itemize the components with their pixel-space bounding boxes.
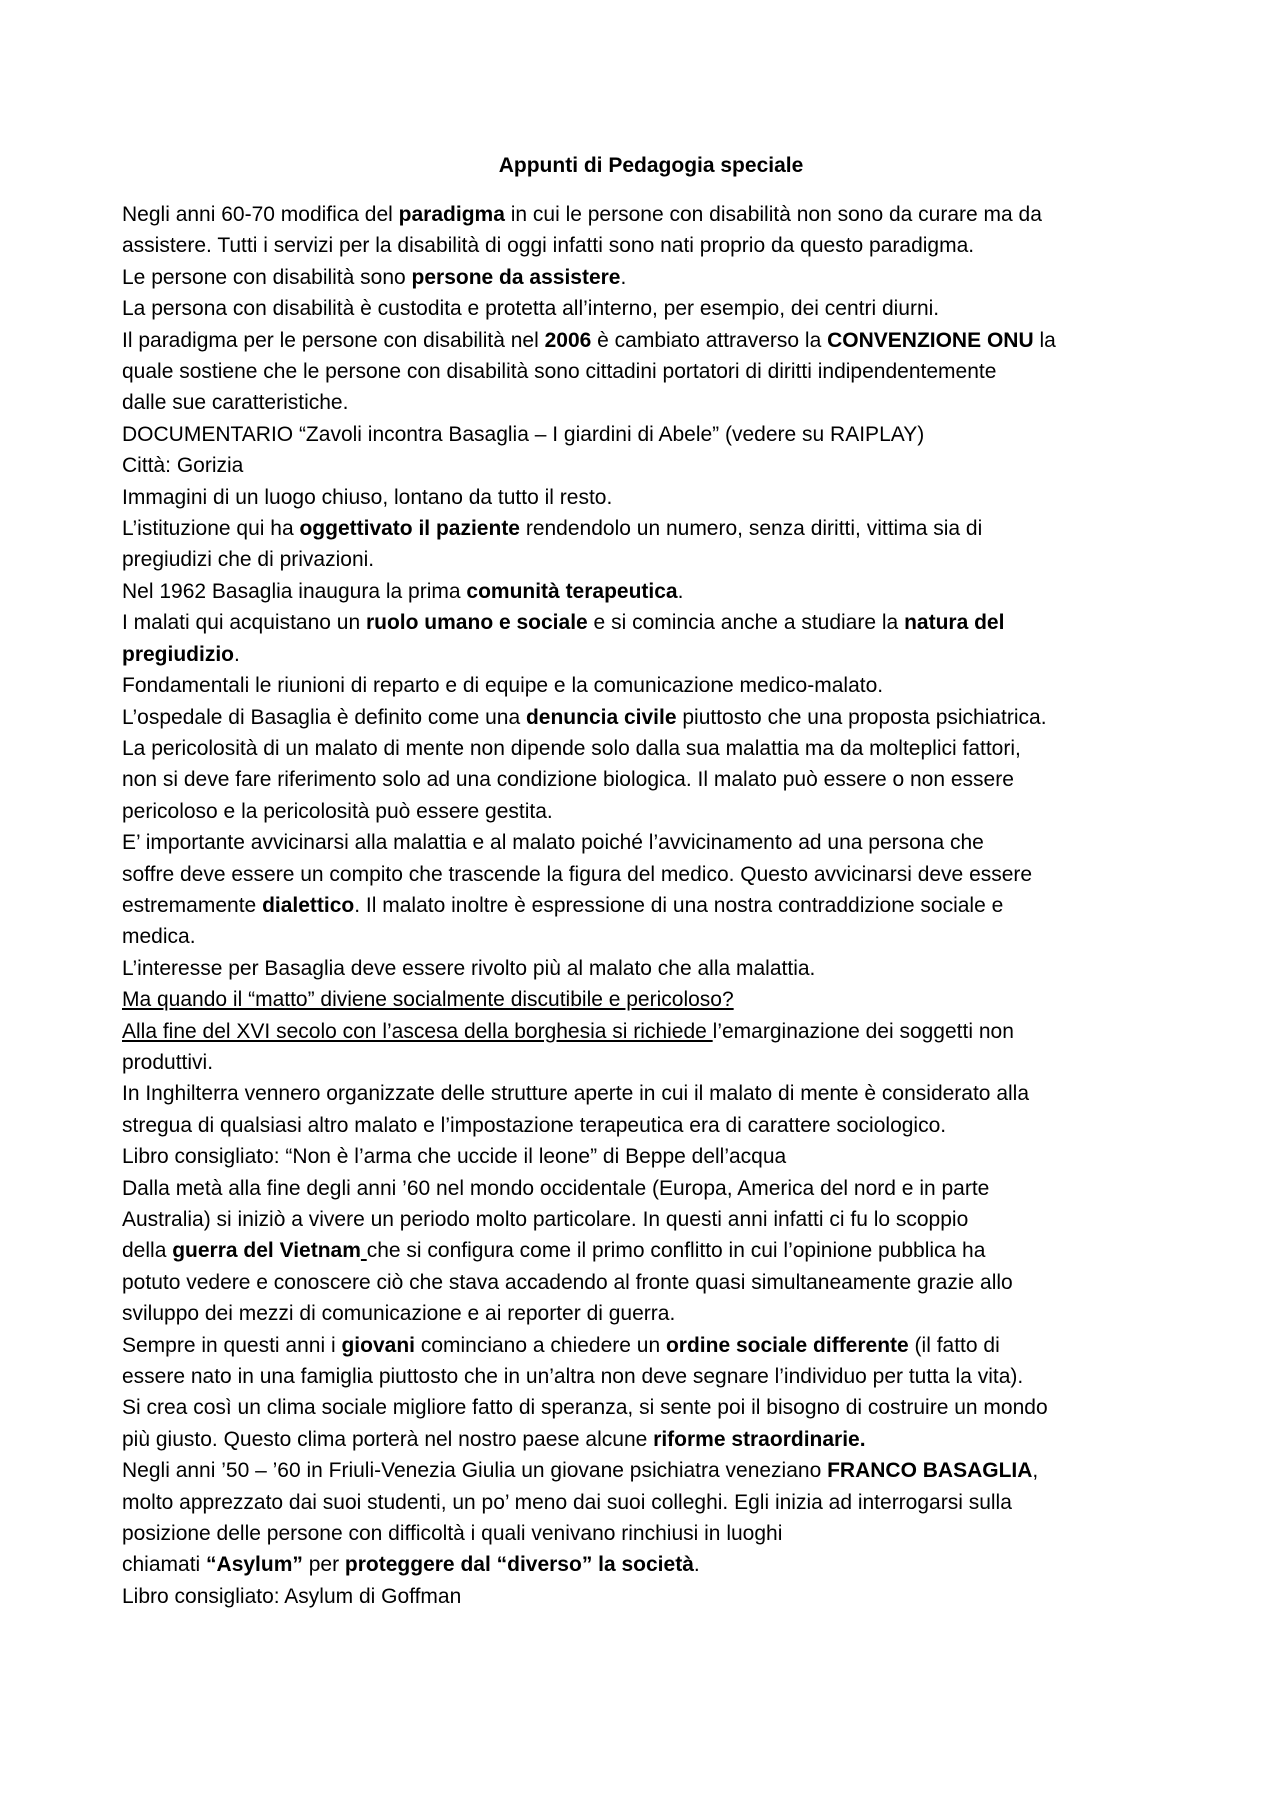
text-segment: La pericolosità di un malato di mente non dipende solo dalla sua malattia ma da molteplici fattori, bbox=[122, 736, 1021, 760]
bold-text: comunità terapeutica bbox=[466, 579, 678, 603]
text-line bbox=[122, 1235, 1180, 1266]
text-segment: pregiudizi che di privazioni. bbox=[122, 548, 375, 572]
text-line bbox=[122, 387, 1180, 418]
text-segment: Fondamentali le riunioni di reparto e di equipe e la comunicazione medico-malato. bbox=[122, 674, 884, 698]
text-segment: per bbox=[302, 1553, 345, 1577]
text-line bbox=[122, 764, 1180, 795]
text-segment: Libro consigliato: Asylum di Goffman bbox=[122, 1584, 462, 1608]
text-segment: L’istituzione qui ha bbox=[122, 517, 300, 541]
text-segment: Negli anni ’50 – ’60 in Friuli-Venezia Giulia un giovane psichiatra veneziano bbox=[122, 1459, 828, 1483]
text-line bbox=[122, 1424, 1180, 1455]
text-segment: l’emarginazione dei soggetti non bbox=[712, 1019, 1014, 1043]
text-segment: Il paradigma per le persone con disabilità nel bbox=[122, 328, 545, 352]
text-segment: . bbox=[677, 579, 684, 603]
text-line bbox=[122, 1518, 1180, 1549]
text-line bbox=[122, 1361, 1180, 1392]
text-segment: e si comincia anche a studiare la bbox=[587, 611, 905, 635]
text-segment: Città: Gorizia bbox=[122, 454, 244, 478]
bold-text: oggettivato il paziente bbox=[299, 517, 520, 541]
text-line bbox=[122, 419, 1180, 450]
text-segment: estremamente bbox=[122, 893, 263, 917]
text-line bbox=[122, 1141, 1180, 1172]
text-segment: . bbox=[234, 642, 240, 666]
text-line bbox=[122, 1487, 1180, 1518]
text-segment: Negli anni 60-70 modifica del bbox=[122, 203, 399, 226]
text-line bbox=[122, 921, 1180, 952]
text-segment: è cambiato attraverso la bbox=[591, 328, 828, 352]
text-line bbox=[122, 859, 1180, 890]
text-line bbox=[122, 325, 1180, 356]
text-segment: stregua di qualsiasi altro malato e l’impostazione terapeutica era di carattere sociologico. bbox=[122, 1113, 947, 1137]
text-segment: Nel 1962 Basaglia inaugura la prima bbox=[122, 579, 467, 603]
text-line bbox=[122, 356, 1180, 387]
text-segment: Immagini di un luogo chiuso, lontano da tutto il resto. bbox=[122, 485, 613, 509]
text-segment: (il fatto di bbox=[908, 1333, 1000, 1357]
text-segment: posizione delle persone con difficoltà i quali venivano rinchiusi in luoghi bbox=[122, 1522, 783, 1546]
text-segment: . bbox=[693, 1553, 700, 1577]
text-segment: dalle sue caratteristiche. bbox=[122, 391, 349, 415]
bold-text: “Asylum” bbox=[206, 1553, 303, 1577]
text-line bbox=[122, 670, 1180, 701]
bold-text: proteggere dal “diverso” la società bbox=[344, 1553, 694, 1577]
text-segment: produttivi. bbox=[122, 1050, 214, 1074]
bold-text: dialettico bbox=[262, 893, 355, 917]
text-segment: più giusto. Questo clima porterà nel nostro paese alcune bbox=[122, 1427, 654, 1451]
bold-text: natura del bbox=[904, 611, 1005, 635]
bold-text: riforme straordinarie. bbox=[653, 1427, 866, 1451]
text-line bbox=[122, 262, 1180, 293]
text-segment: molto apprezzato dai suoi studenti, un po’ meno dai suoi colleghi. Egli inizia ad interrogarsi sulla bbox=[122, 1490, 1012, 1514]
text-segment: L’ospedale di Basaglia è definito come una bbox=[122, 705, 526, 729]
text-segment: , bbox=[1032, 1459, 1039, 1483]
bold-text: CONVENZIONE ONU bbox=[827, 328, 1034, 352]
text-segment: non si deve fare riferimento solo ad una condizione biologica. Il malato può essere o non essere bbox=[122, 768, 1014, 792]
text-line bbox=[122, 1298, 1180, 1329]
text-segment: potuto vedere e conoscere ciò che stava accadendo al fronte quasi simultaneamente grazie allo bbox=[122, 1270, 1013, 1294]
text-segment: Dalla metà alla fine degli anni ’60 nel mondo occidentale (Europa, America del nord e in parte bbox=[122, 1176, 990, 1200]
text-segment: E’ importante avvicinarsi alla malattia e al malato poiché l’avvicinamento ad una persona che bbox=[122, 831, 984, 855]
text-line bbox=[122, 1549, 1180, 1580]
text-segment: in cui le persone con disabilità non sono da curare ma da bbox=[504, 203, 1042, 226]
text-segment: piuttosto che una proposta psichiatrica. bbox=[676, 705, 1047, 729]
text-line bbox=[122, 1173, 1180, 1204]
text-line bbox=[122, 827, 1180, 858]
text-segment: DOCUMENTARIO “Zavoli incontra Basaglia – I giardini di Abele” (vedere su RAIPLAY) bbox=[122, 422, 925, 446]
bold-text: paradigma bbox=[398, 203, 505, 226]
text-line bbox=[122, 607, 1180, 638]
text-line bbox=[122, 482, 1180, 513]
text-line bbox=[122, 796, 1180, 827]
bold-text: ruolo umano e sociale bbox=[365, 611, 588, 635]
bold-text: giovani bbox=[341, 1333, 415, 1357]
text-line bbox=[122, 576, 1180, 607]
text-segment: L’interesse per Basaglia deve essere rivolto più al malato che alla malattia. bbox=[122, 956, 816, 980]
text-segment: che si configura come il primo conflitto in cui l’opinione pubblica ha bbox=[366, 1239, 986, 1263]
bold-text: 2006 bbox=[544, 328, 592, 352]
text-line bbox=[122, 890, 1180, 921]
text-segment: assistere. Tutti i servizi per la disabilità di oggi infatti sono nati proprio da questo paradigma. bbox=[122, 234, 975, 258]
text-segment: Australia) si iniziò a vivere un periodo molto particolare. In questi anni infatti ci fu lo scoppio bbox=[122, 1208, 969, 1231]
text-segment: medica. bbox=[122, 925, 196, 949]
text-segment: pericoloso e la pericolosità può essere gestita. bbox=[122, 799, 553, 823]
text-segment: Sempre in questi anni i bbox=[122, 1333, 342, 1357]
text-line bbox=[122, 639, 1180, 670]
text-line bbox=[122, 450, 1180, 481]
bold-text: pregiudizio bbox=[122, 642, 234, 666]
text-segment: La persona con disabilità è custodita e protetta all’interno, per esempio, dei centri diurni. bbox=[122, 297, 940, 321]
text-line bbox=[122, 1392, 1180, 1423]
text-segment: essere nato in una famiglia piuttosto che in un’altra non deve segnare l’individuo per tutta la vita). bbox=[122, 1365, 1024, 1389]
text-line bbox=[122, 733, 1180, 764]
text-segment: la bbox=[1033, 328, 1056, 352]
bold-text: denuncia civile bbox=[525, 705, 677, 729]
text-line bbox=[122, 1016, 1180, 1047]
text-line bbox=[122, 1267, 1180, 1298]
text-segment: della bbox=[122, 1239, 173, 1263]
text-segment: I malati qui acquistano un bbox=[122, 611, 366, 635]
text-line bbox=[122, 544, 1180, 575]
bold-text: guerra del Vietnam bbox=[172, 1239, 361, 1263]
text-line bbox=[122, 1330, 1180, 1361]
text-line bbox=[122, 1455, 1180, 1486]
text-segment: chiamati bbox=[122, 1553, 207, 1577]
text-segment: sviluppo dei mezzi di comunicazione e ai reporter di guerra. bbox=[122, 1302, 676, 1326]
text-segment: rendendolo un numero, senza diritti, vittima sia di bbox=[520, 517, 983, 541]
underlined-text: Alla fine del XVI secolo con l’ascesa della borghesia si richiede bbox=[122, 1019, 713, 1043]
underlined-text: Ma quando il “matto” diviene socialmente discutibile e pericoloso? bbox=[122, 988, 734, 1012]
bold-text: persone da assistere bbox=[411, 265, 621, 289]
bold-text: ordine sociale differente bbox=[665, 1333, 909, 1357]
text-line bbox=[122, 984, 1180, 1015]
text-segment: . bbox=[620, 265, 627, 289]
text-line bbox=[122, 513, 1180, 544]
text-segment: Libro consigliato: “Non è l’arma che uccide il leone” di Beppe dell’acqua bbox=[122, 1145, 787, 1169]
text-line bbox=[122, 199, 1180, 230]
text-line bbox=[122, 1110, 1180, 1141]
text-line bbox=[122, 1581, 1180, 1612]
text-segment: soffre deve essere un compito che trascende la figura del medico. Questo avvicinarsi deve essere bbox=[122, 862, 1033, 886]
text-segment: Si crea così un clima sociale migliore fatto di speranza, si sente poi il bisogno di costruire un mondo bbox=[122, 1396, 1048, 1420]
text-segment: quale sostiene che le persone con disabilità sono cittadini portatori di diritti indipendentemente bbox=[122, 360, 997, 384]
text-segment: cominciano a chiedere un bbox=[414, 1333, 666, 1357]
text-line bbox=[122, 953, 1180, 984]
text-segment: In Inghilterra vennero organizzate delle strutture aperte in cui il malato di mente è considerato alla bbox=[122, 1082, 1030, 1106]
text-line bbox=[122, 293, 1180, 324]
text-line bbox=[122, 1078, 1180, 1109]
text-line bbox=[122, 1204, 1180, 1235]
document-body bbox=[122, 199, 1180, 1612]
text-segment: . Il malato inoltre è espressione di una nostra contraddizione sociale e bbox=[354, 893, 1004, 917]
document-title: Appunti di Pedagogia speciale bbox=[498, 154, 804, 177]
text-line bbox=[122, 1047, 1180, 1078]
text-line bbox=[122, 702, 1180, 733]
text-line bbox=[122, 230, 1180, 261]
bold-text: FRANCO BASAGLIA bbox=[827, 1459, 1033, 1483]
text-segment: Le persone con disabilità sono bbox=[122, 265, 412, 289]
